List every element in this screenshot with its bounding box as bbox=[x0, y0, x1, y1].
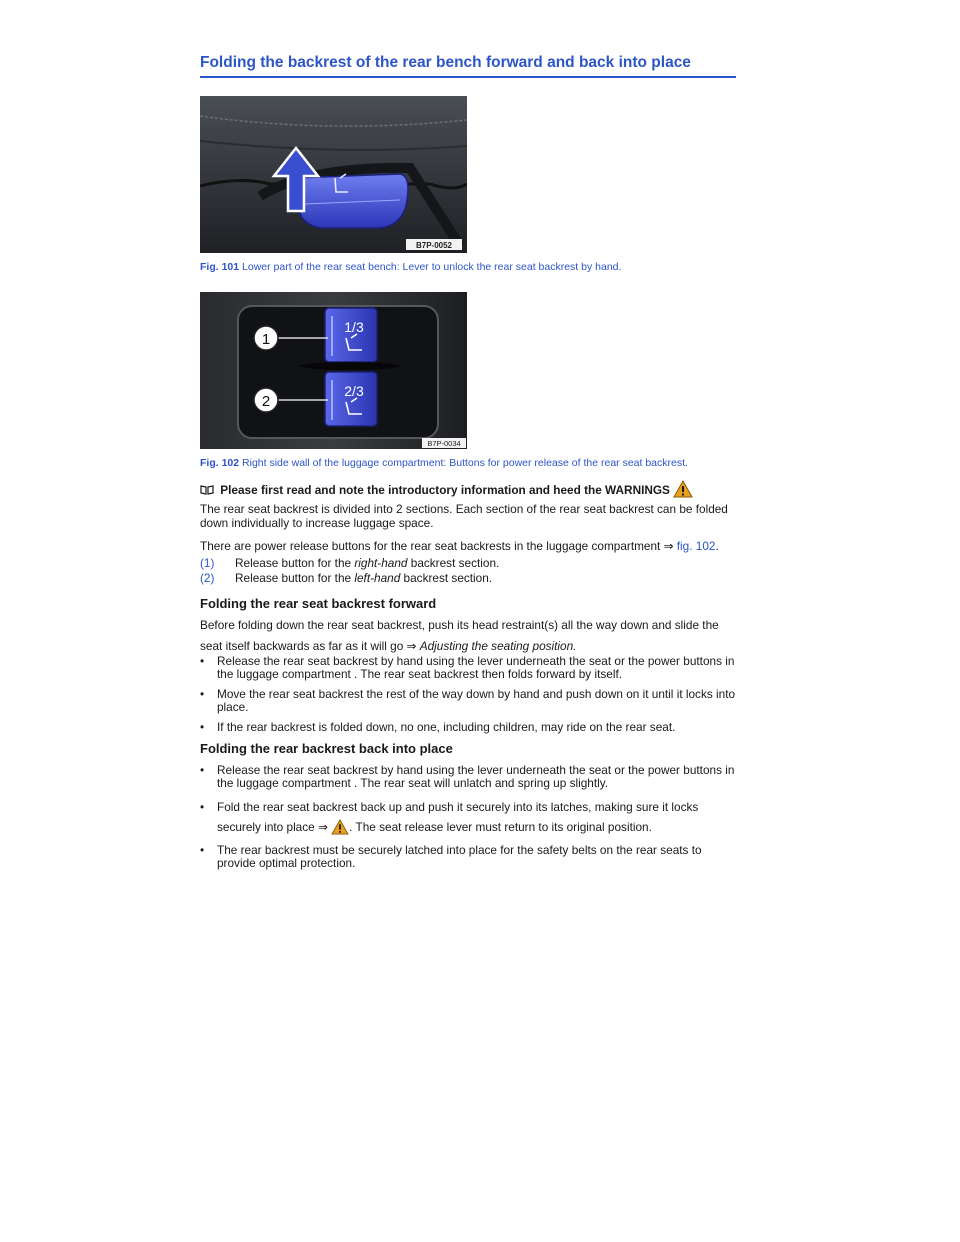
button-1-label: 1/3 bbox=[344, 319, 364, 335]
warning-icon bbox=[673, 480, 693, 498]
figure-102-caption bbox=[200, 457, 688, 469]
list-item: • Release the rear seat backrest by hand using the lever underneath the seat or the power buttons in the luggage compartment . The rear seat backrest then folds forward by itself. bbox=[200, 654, 735, 681]
figure-102-number: Fig. 102 bbox=[200, 457, 240, 469]
intro-line bbox=[200, 480, 736, 498]
seating-position-link[interactable]: Adjusting the seating position. bbox=[419, 639, 577, 653]
figure-101-number: Fig. 101 bbox=[200, 261, 240, 273]
list-item: • The rear backrest must be securely latched into place for the safety belts on the rear seats to provide optimal protection. bbox=[200, 843, 702, 870]
paragraph-sections: The rear seat backrest is divided into 2 sections. Each section of the rear seat backrest can be folded down individually to increase luggage space. bbox=[200, 502, 728, 530]
figure-102-code: B7P-0034 bbox=[427, 439, 461, 448]
list-item: • Release the rear seat backrest by hand using the lever underneath the seat or the power buttons in the luggage compartment . The rear seat will unlatch and spring up slightly. bbox=[200, 763, 735, 790]
list-item: • Fold the rear seat backrest back up and push it securely into its latches, making sure it locks securely into place ⇒ . The seat release lever must return to its original position. bbox=[200, 800, 699, 834]
page-title: Folding the backrest of the rear bench forward and back into place bbox=[200, 54, 736, 78]
figure-102-image bbox=[200, 292, 467, 449]
figure-102-caption-text: Right side wall of the luggage compartment: Buttons for power release of the rear seat backrest. bbox=[242, 457, 688, 469]
figure-101-code: B7P-0052 bbox=[415, 241, 453, 250]
paragraph-release-buttons: There are power release buttons for the rear seat backrests in the luggage compartment ⇒ fig. 102. bbox=[200, 539, 719, 553]
callout-2: 2 bbox=[261, 393, 271, 410]
figure-101-image bbox=[200, 96, 467, 253]
paragraph-before-folding: Before folding down the rear seat backrest, push its head restraint(s) all the way down and slide the seat itself backwards as far as it will go ⇒ Adjusting the seating position. bbox=[200, 618, 719, 653]
item-number: (2) bbox=[200, 571, 215, 585]
list-item: • If the rear backrest is folded down, no one, including children, may ride on the rear seat. bbox=[200, 720, 676, 734]
intro-text: Please first read and note the introductory information and heed the WARNINGS bbox=[220, 483, 670, 497]
heading-folding-back: Folding the rear backrest back into place bbox=[200, 741, 453, 756]
figure-101-caption bbox=[200, 261, 621, 273]
numbered-list bbox=[200, 556, 736, 586]
book-icon bbox=[200, 485, 214, 495]
bullet-list-forward bbox=[200, 655, 736, 734]
list-item: (2) Release button for the left-hand backrest section. bbox=[200, 571, 493, 585]
item-number: (1) bbox=[200, 556, 215, 570]
heading-folding-forward: Folding the rear seat backrest forward bbox=[200, 596, 437, 611]
fig-102-link[interactable]: fig. 102 bbox=[676, 539, 716, 553]
list-item: (1) Release button for the right-hand backrest section. bbox=[200, 556, 500, 570]
figure-101-caption-text: Lower part of the rear seat bench: Lever to unlock the rear seat backrest by hand. bbox=[242, 261, 622, 273]
bullet-list-back bbox=[200, 764, 736, 870]
button-2-label: 2/3 bbox=[344, 383, 364, 399]
callout-1: 1 bbox=[261, 331, 271, 348]
list-item: • Move the rear seat backrest the rest of the way down by hand and push down on it until it locks into place. bbox=[200, 687, 736, 714]
warning-icon bbox=[331, 819, 349, 835]
